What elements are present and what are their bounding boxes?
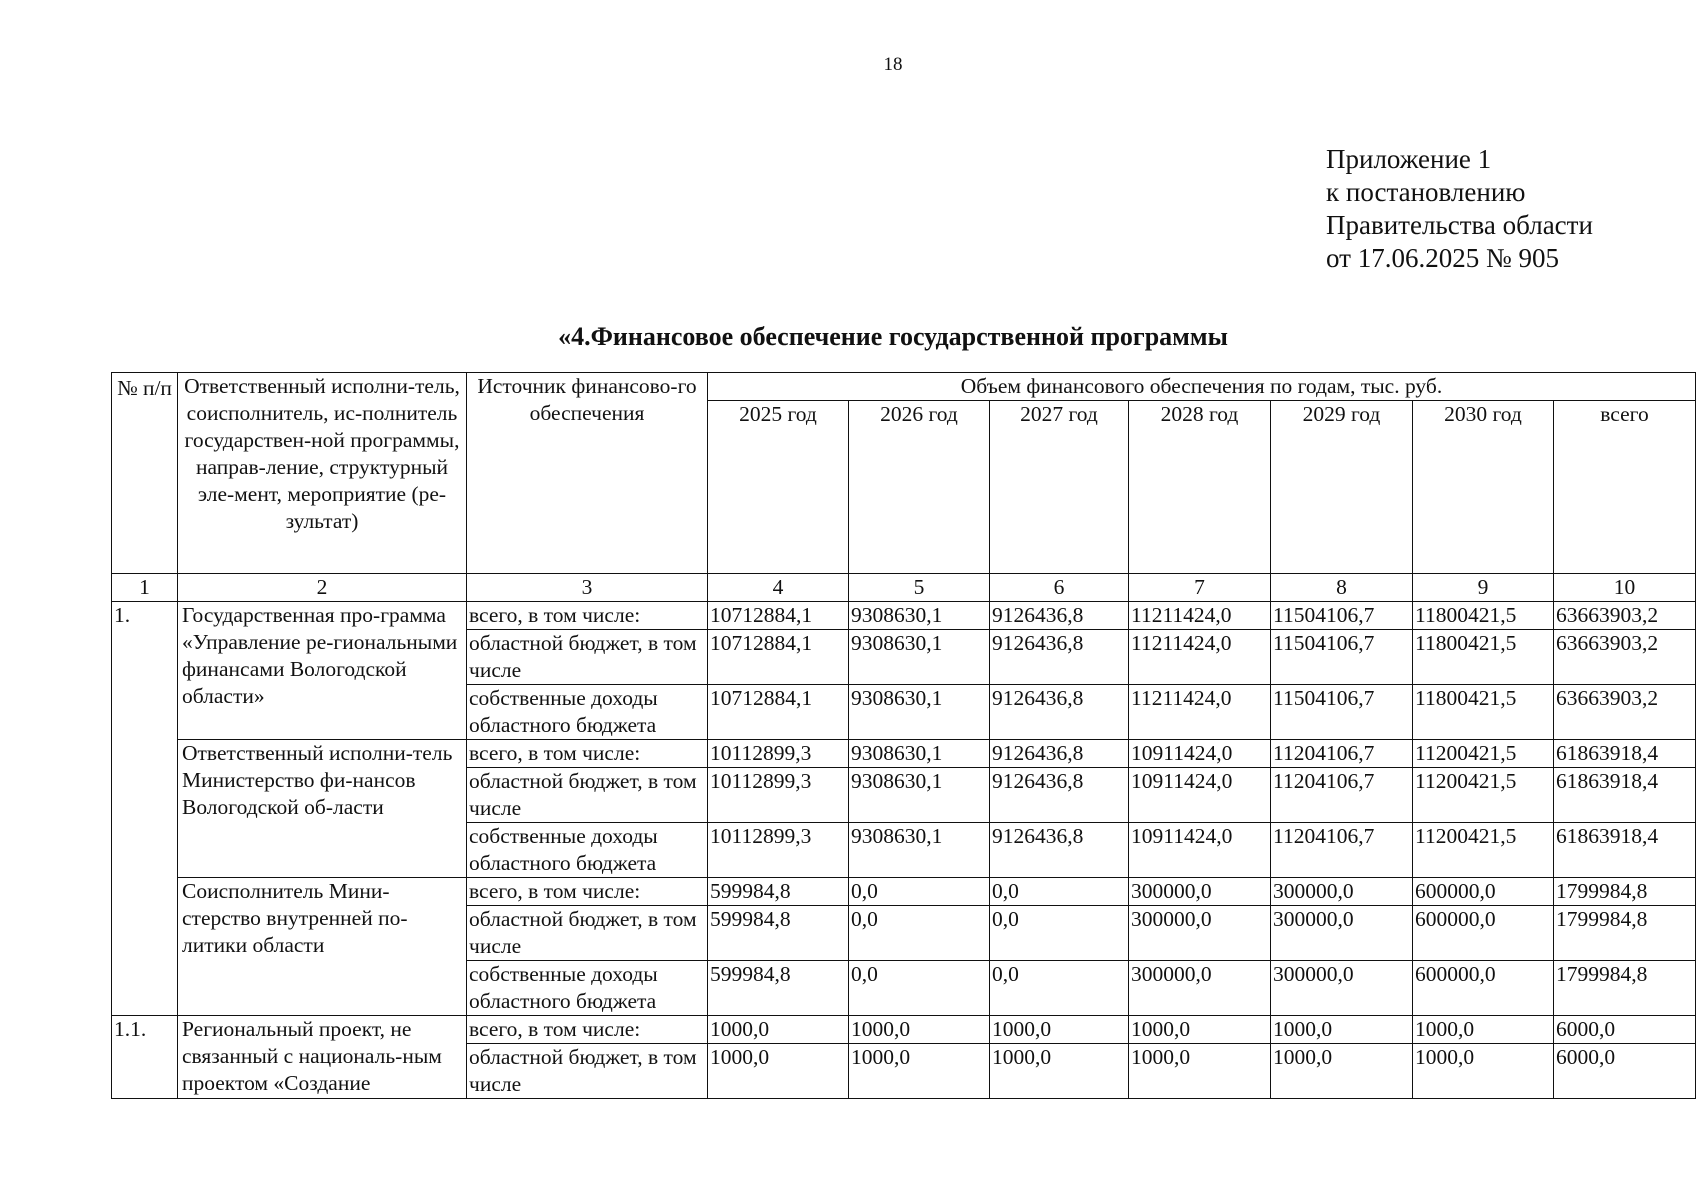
value-year: 600000,0 <box>1413 906 1554 961</box>
value-year: 11200421,5 <box>1413 740 1554 768</box>
value-year: 9308630,1 <box>849 823 990 878</box>
value-total: 63663903,2 <box>1554 630 1696 685</box>
value-year: 300000,0 <box>1129 878 1271 906</box>
value-total: 63663903,2 <box>1554 685 1696 740</box>
value-year: 10112899,3 <box>708 740 849 768</box>
value-year: 600000,0 <box>1413 878 1554 906</box>
column-number: 8 <box>1271 574 1413 602</box>
funding-source: областной бюджет, в том числе <box>467 768 708 823</box>
value-year: 11211424,0 <box>1129 630 1271 685</box>
value-year: 10712884,1 <box>708 685 849 740</box>
header-year: 2025 год <box>708 401 849 574</box>
value-total: 1799984,8 <box>1554 878 1696 906</box>
value-year: 10712884,1 <box>708 602 849 630</box>
row-number: 1. <box>112 602 178 1016</box>
value-year: 9308630,1 <box>849 630 990 685</box>
table-row <box>112 1016 1696 1044</box>
row-executor-name: Ответственный исполни-тель Министерство фи-нансов Вологодской об-ласти <box>178 740 467 878</box>
header-year: 2028 год <box>1129 401 1271 574</box>
column-number: 5 <box>849 574 990 602</box>
column-number: 2 <box>178 574 467 602</box>
row-executor-name: Соисполнитель Мини-стерство внутренней по-литики области <box>178 878 467 1016</box>
funding-source: областной бюджет, в том числе <box>467 906 708 961</box>
value-year: 1000,0 <box>849 1044 990 1099</box>
value-year: 1000,0 <box>990 1016 1129 1044</box>
header-row <box>112 373 1696 401</box>
appendix-block <box>1326 143 1593 275</box>
appendix-line-1: Приложение 1 <box>1326 144 1492 174</box>
value-year: 300000,0 <box>1129 906 1271 961</box>
value-year: 11200421,5 <box>1413 768 1554 823</box>
column-number: 10 <box>1554 574 1696 602</box>
column-number: 1 <box>112 574 178 602</box>
column-number: 7 <box>1129 574 1271 602</box>
value-year: 0,0 <box>990 906 1129 961</box>
financing-table <box>111 372 1696 1099</box>
value-year: 9126436,8 <box>990 630 1129 685</box>
value-year: 1000,0 <box>708 1044 849 1099</box>
value-year: 10712884,1 <box>708 630 849 685</box>
funding-source: всего, в том числе: <box>467 740 708 768</box>
value-year: 11800421,5 <box>1413 602 1554 630</box>
value-year: 0,0 <box>990 961 1129 1016</box>
row-executor-name: Государственная про-грамма «Управление ре-гиональными финансами Вологодской области» <box>178 602 467 740</box>
value-total: 1799984,8 <box>1554 961 1696 1016</box>
column-numbers-row <box>112 574 1696 602</box>
value-year: 599984,8 <box>708 878 849 906</box>
value-year: 10911424,0 <box>1129 768 1271 823</box>
funding-source: всего, в том числе: <box>467 878 708 906</box>
table-body <box>112 373 1696 1099</box>
section-title: «4.Финансовое обеспечение государственной программы <box>558 322 1228 351</box>
value-total: 6000,0 <box>1554 1016 1696 1044</box>
value-year: 10112899,3 <box>708 823 849 878</box>
value-year: 0,0 <box>849 961 990 1016</box>
header-year: 2027 год <box>990 401 1129 574</box>
funding-source: областной бюджет, в том числе <box>467 630 708 685</box>
value-year: 300000,0 <box>1271 961 1413 1016</box>
value-year: 0,0 <box>849 878 990 906</box>
header-year: 2029 год <box>1271 401 1413 574</box>
value-year: 9126436,8 <box>990 823 1129 878</box>
row-executor-name: Региональный проект, не связанный с националь-ным проектом «Создание <box>178 1016 467 1099</box>
funding-source: собственные доходы областного бюджета <box>467 823 708 878</box>
value-year: 1000,0 <box>1129 1044 1271 1099</box>
header-total: всего <box>1554 401 1696 574</box>
value-year: 300000,0 <box>1271 906 1413 961</box>
value-year: 1000,0 <box>849 1016 990 1044</box>
row-number: 1.1. <box>112 1016 178 1099</box>
table-row <box>112 878 1696 906</box>
value-year: 11504106,7 <box>1271 630 1413 685</box>
header-executor: Ответственный исполни-тель, соисполнитель, ис-полнитель государствен-ной программы, направ-ление, структурный эле-мент, мероприятие (ре-зультат) <box>178 373 467 574</box>
value-total: 61863918,4 <box>1554 768 1696 823</box>
value-year: 300000,0 <box>1129 961 1271 1016</box>
funding-source: всего, в том числе: <box>467 1016 708 1044</box>
column-number: 6 <box>990 574 1129 602</box>
value-year: 11204106,7 <box>1271 768 1413 823</box>
appendix-line-3: Правительства области <box>1326 210 1593 240</box>
value-year: 10911424,0 <box>1129 740 1271 768</box>
value-year: 1000,0 <box>1271 1044 1413 1099</box>
value-year: 11211424,0 <box>1129 685 1271 740</box>
value-year: 1000,0 <box>1271 1016 1413 1044</box>
funding-source: всего, в том числе: <box>467 602 708 630</box>
value-total: 61863918,4 <box>1554 740 1696 768</box>
value-year: 11504106,7 <box>1271 602 1413 630</box>
value-year: 9308630,1 <box>849 685 990 740</box>
value-year: 9126436,8 <box>990 602 1129 630</box>
funding-source: собственные доходы областного бюджета <box>467 961 708 1016</box>
value-year: 11204106,7 <box>1271 823 1413 878</box>
value-year: 9308630,1 <box>849 740 990 768</box>
column-number: 4 <box>708 574 849 602</box>
appendix-line-4: от 17.06.2025 № 905 <box>1326 243 1559 273</box>
value-year: 10112899,3 <box>708 768 849 823</box>
value-year: 9126436,8 <box>990 740 1129 768</box>
value-year: 9308630,1 <box>849 602 990 630</box>
value-total: 61863918,4 <box>1554 823 1696 878</box>
value-total: 1799984,8 <box>1554 906 1696 961</box>
appendix-line-2: к постановлению <box>1326 177 1526 207</box>
value-year: 1000,0 <box>1413 1016 1554 1044</box>
header-num: № п/п <box>112 373 178 574</box>
table-row <box>112 740 1696 768</box>
value-year: 11204106,7 <box>1271 740 1413 768</box>
value-year: 10911424,0 <box>1129 823 1271 878</box>
table-row <box>112 602 1696 630</box>
value-year: 0,0 <box>849 906 990 961</box>
column-number: 3 <box>467 574 708 602</box>
value-year: 11800421,5 <box>1413 685 1554 740</box>
funding-source: областной бюджет, в том числе <box>467 1044 708 1099</box>
value-year: 1000,0 <box>1129 1016 1271 1044</box>
value-year: 600000,0 <box>1413 961 1554 1016</box>
value-year: 11800421,5 <box>1413 630 1554 685</box>
column-number: 9 <box>1413 574 1554 602</box>
value-year: 599984,8 <box>708 906 849 961</box>
header-source: Источник финансово-го обеспечения <box>467 373 708 574</box>
value-year: 300000,0 <box>1271 878 1413 906</box>
header-year: 2030 год <box>1413 401 1554 574</box>
value-year: 9308630,1 <box>849 768 990 823</box>
header-year: 2026 год <box>849 401 990 574</box>
value-total: 6000,0 <box>1554 1044 1696 1099</box>
value-year: 1000,0 <box>708 1016 849 1044</box>
value-year: 9126436,8 <box>990 685 1129 740</box>
value-total: 63663903,2 <box>1554 602 1696 630</box>
value-year: 11211424,0 <box>1129 602 1271 630</box>
value-year: 9126436,8 <box>990 768 1129 823</box>
value-year: 11504106,7 <box>1271 685 1413 740</box>
funding-source: собственные доходы областного бюджета <box>467 685 708 740</box>
value-year: 11200421,5 <box>1413 823 1554 878</box>
page-number: 18 <box>883 54 903 75</box>
value-year: 1000,0 <box>1413 1044 1554 1099</box>
header-volume: Объем финансового обеспечения по годам, тыс. руб. <box>708 373 1696 401</box>
value-year: 599984,8 <box>708 961 849 1016</box>
value-year: 1000,0 <box>990 1044 1129 1099</box>
value-year: 0,0 <box>990 878 1129 906</box>
